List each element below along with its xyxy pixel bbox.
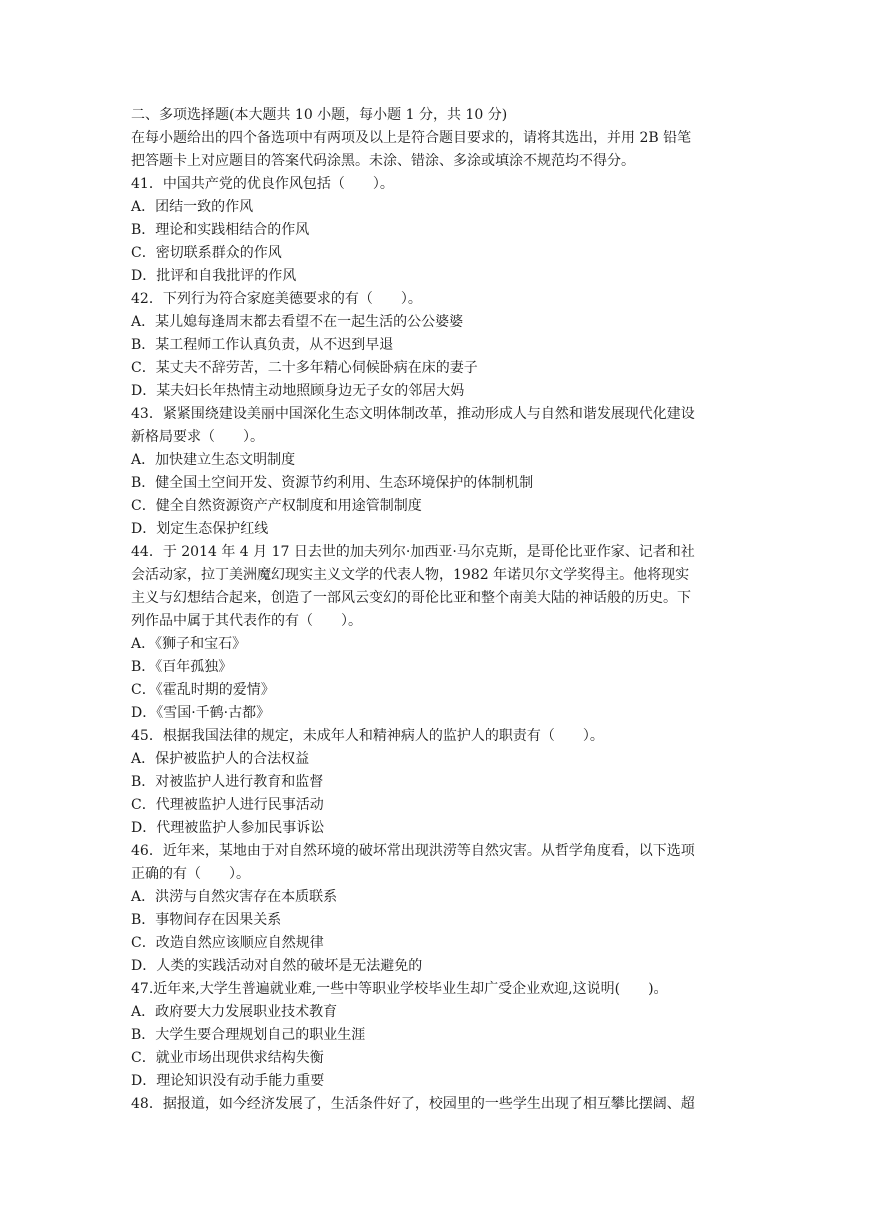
question-block bbox=[131, 173, 741, 288]
question-stem: 48．据报道，如今经济发展了，生活条件好了，校园里的一些学生出现了相互攀比摆阔、超 bbox=[131, 1096, 695, 1112]
answer-option: B．理论和实践相结合的作风 bbox=[131, 222, 310, 238]
answer-option: C．就业市场出现供求结构失衡 bbox=[131, 1050, 324, 1066]
answer-option: A．洪涝与自然灾害存在本质联系 bbox=[131, 889, 338, 905]
answer-option: B．事物间存在因果关系 bbox=[131, 912, 282, 928]
question-stem: 47.近年来,大学生普遍就业难,一些中等职业学校毕业生却广受企业欢迎,这说明( )。 bbox=[131, 981, 668, 997]
question-stem: 正确的有（ ）。 bbox=[131, 866, 250, 882]
question-stem: 44．于 2014 年 4 月 17 日去世的加夫列尔·加西亚·马尔克斯，是哥伦比亚作家、记者和社 bbox=[131, 544, 695, 560]
answer-option: D．某夫妇长年热情主动地照顾身边无子女的邻居大妈 bbox=[131, 383, 465, 399]
section-header: 二、多项选择题(本大题共 10 小题，每小题 1 分，共 10 分) bbox=[131, 107, 508, 123]
question-block bbox=[131, 403, 741, 541]
answer-option: A．某儿媳每逢周末都去看望不在一起生活的公公婆婆 bbox=[131, 314, 464, 330]
question-block bbox=[131, 840, 741, 978]
answer-option: A．保护被监护人的合法权益 bbox=[131, 751, 310, 767]
answer-option: A．《狮子和宝石》 bbox=[131, 636, 247, 652]
answer-option: D．划定生态保护红线 bbox=[131, 521, 269, 537]
answer-option: D．《雪国·千鹤·古都》 bbox=[131, 705, 271, 721]
answer-option: D．人类的实践活动对自然的破坏是无法避免的 bbox=[131, 958, 423, 974]
question-block bbox=[131, 725, 741, 840]
question-stem: 43．紧紧围绕建设美丽中国深化生态文明体制改革，推动形成人与自然和谐发展现代化建设 bbox=[131, 406, 695, 422]
question-stem: 会活动家，拉丁美洲魔幻现实主义文学的代表人物，1982 年诺贝尔文学奖得主。他将现实 bbox=[131, 567, 690, 583]
question-stem: 列作品中属于其代表作的有（ ）。 bbox=[131, 613, 362, 629]
question-stem: 主义与幻想结合起来，创造了一部风云变幻的哥伦比亚和整个南美大陆的神话般的历史。下 bbox=[131, 590, 691, 606]
answer-option: B．《百年孤独》 bbox=[131, 659, 233, 675]
answer-option: C．代理被监护人进行民事活动 bbox=[131, 797, 324, 813]
answer-option: D．理论知识没有动手能力重要 bbox=[131, 1073, 325, 1089]
answer-option: D．代理被监护人参加民事诉讼 bbox=[131, 820, 325, 836]
answer-option: B．大学生要合理规划自己的职业生涯 bbox=[131, 1027, 366, 1043]
question-stem: 新格局要求（ ）。 bbox=[131, 429, 264, 445]
answer-option: B．某工程师工作认真负责，从不迟到早退 bbox=[131, 337, 394, 353]
question-stem: 42．下列行为符合家庭美德要求的有（ ）。 bbox=[131, 291, 422, 307]
answer-option: B．健全国土空间开发、资源节约利用、生态环境保护的体制机制 bbox=[131, 475, 534, 491]
question-stem: 46．近年来，某地由于对自然环境的破坏常出现洪涝等自然灾害。从哲学角度看，以下选项 bbox=[131, 843, 695, 859]
answer-option: B．对被监护人进行教育和监督 bbox=[131, 774, 324, 790]
answer-option: A．团结一致的作风 bbox=[131, 199, 254, 215]
answer-option: C．《霍乱时期的爱情》 bbox=[131, 682, 275, 698]
instruction-line: 把答题卡上对应题目的答案代码涂黑。未涂、错涂、多涂或填涂不规范均不得分。 bbox=[131, 153, 635, 169]
answer-option: D．批评和自我批评的作风 bbox=[131, 268, 297, 284]
question-stem: 45．根据我国法律的规定，未成年人和精神病人的监护人的职责有（ ）。 bbox=[131, 728, 604, 744]
question-list bbox=[131, 173, 741, 1116]
answer-option: C．改造自然应该顺应自然规律 bbox=[131, 935, 324, 951]
question-block bbox=[131, 541, 741, 725]
answer-option: A．加快建立生态文明制度 bbox=[131, 452, 296, 468]
question-block bbox=[131, 978, 741, 1093]
question-stem: 41．中国共产党的优良作风包括（ ）。 bbox=[131, 176, 394, 192]
exam-page bbox=[131, 104, 741, 1116]
answer-option: C．健全自然资源资产产权制度和用途管制制度 bbox=[131, 498, 422, 514]
section-instructions bbox=[131, 127, 741, 173]
instruction-line: 在每小题给出的四个备选项中有两项及以上是符合题目要求的，请将其选出，并用 2B 铅笔 bbox=[131, 130, 692, 146]
question-block bbox=[131, 288, 741, 403]
answer-option: A．政府要大力发展职业技术教育 bbox=[131, 1004, 338, 1020]
answer-option: C．某丈夫不辞劳苦，二十多年精心伺候卧病在床的妻子 bbox=[131, 360, 478, 376]
question-block bbox=[131, 1093, 741, 1116]
answer-option: C．密切联系群众的作风 bbox=[131, 245, 282, 261]
